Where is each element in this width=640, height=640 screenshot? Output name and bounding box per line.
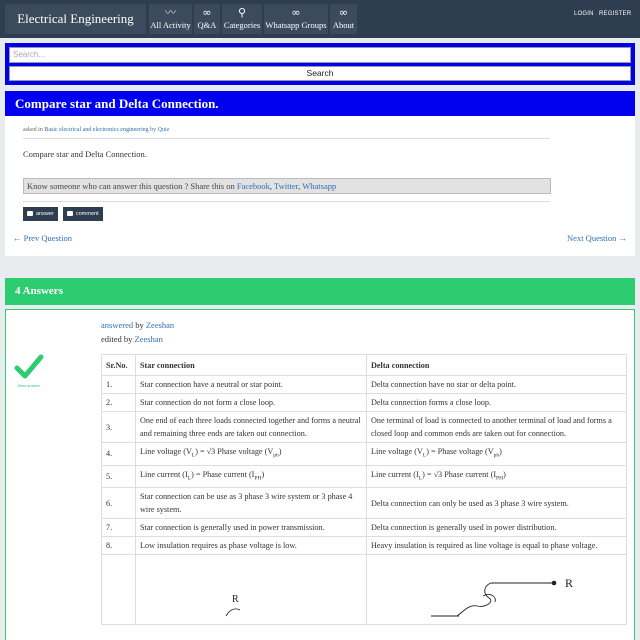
answers-header: 4 Answers xyxy=(5,278,635,305)
activity-icon: 〰 xyxy=(165,6,176,19)
share-box: Know someone who can answer this question ? Share this on Facebook, Twitter, Whatsapp xyxy=(23,178,551,194)
next-question-link[interactable]: Next Question → xyxy=(567,233,627,243)
register-link[interactable]: REGISTER xyxy=(599,11,632,17)
star-diagram-cell xyxy=(136,555,367,625)
table-row: 2. Star connection do not form a close loop. Delta connection forms a close loop. xyxy=(102,394,627,412)
question-title: Compare star and Delta Connection. xyxy=(5,91,635,116)
nav-qa[interactable]: ∞ Q&A xyxy=(194,4,220,34)
answerer-link[interactable]: Zeeshan xyxy=(145,320,175,330)
table-header-row xyxy=(102,355,627,376)
delta-diagram-label: R xyxy=(565,575,574,590)
nav-all-activity[interactable]: 〰 All Activity xyxy=(149,4,192,34)
answer-meta: answered by Zeeshan xyxy=(101,320,175,330)
question-panel xyxy=(5,116,635,256)
prev-question-link[interactable]: ← Prev Question xyxy=(13,233,73,243)
diagram-row xyxy=(102,555,627,625)
best-answer-label: Best answer xyxy=(18,383,41,388)
search-panel xyxy=(5,43,635,85)
table-row: 6. Star connection can be use as 3 phase 3 wire system or 3 phase 4 wire system. Delta connection can only be used as 3 phase 3 wire system. xyxy=(102,488,627,519)
table-row: 5. Line current $(I_L)$ = Phase current $(I_{PH})$ Line current $(I_L) = √3$ Phase current $(I_{PH})$ xyxy=(102,465,627,488)
formula-cell: Line voltage $(V_L)$ = Phase voltage $(V_{ph})$ xyxy=(367,443,627,466)
comparison-table xyxy=(101,354,627,625)
infinity-icon: ∞ xyxy=(291,6,301,19)
author-link[interactable]: Quiz xyxy=(157,127,170,133)
divider xyxy=(23,201,550,202)
edit-meta: edited by Zeeshan xyxy=(101,334,163,344)
delta-diagram-cell xyxy=(367,555,627,625)
formula-cell: Line voltage $(V_L) = √3$ Phase voltage $(V_{ph})$ xyxy=(136,443,367,466)
answered-link[interactable]: answered xyxy=(101,320,134,330)
comment-bubble-icon xyxy=(27,211,33,216)
answer-panel xyxy=(5,309,635,640)
table-row: 4. Line voltage $(V_L) = √3$ Phase voltage $(V_{ph})$ Line voltage $(V_L)$ = Phase voltage $(V_{ph})$ xyxy=(102,443,627,466)
infinity-icon: ∞ xyxy=(202,6,212,19)
nav-about[interactable]: ∞ About xyxy=(330,4,357,34)
col-header-srno: Sr.No. xyxy=(102,355,136,376)
search-input[interactable]: Search... xyxy=(9,47,631,63)
question-meta: asked in Basic electrical and electronics engineering by Quiz xyxy=(23,127,170,133)
table-row: 7. Star connection is generally used in power transmission. Delta connection is generally used in power distribution. xyxy=(102,519,627,537)
best-answer-check-icon xyxy=(14,352,44,382)
table-row: 3. One end of each three loads connected together and forms a neutral and remaining three ends are taken out connection. One terminal of load is connected to another terminal of load and forms a closed loop and common ends are taken out for connection. xyxy=(102,412,627,443)
nav-categories[interactable]: ⚲ Categories xyxy=(222,4,262,34)
col-header-star: Star connection xyxy=(136,355,367,376)
search-button[interactable]: Search xyxy=(9,66,631,81)
comment-bubble-icon xyxy=(67,211,73,216)
formula-cell: Line current $(I_L)$ = Phase current $(I_{PH})$ xyxy=(136,465,367,488)
infinity-icon: ∞ xyxy=(338,6,349,19)
question-text: Compare star and Delta Connection. xyxy=(23,149,147,159)
categories-icon: ⚲ xyxy=(237,6,247,19)
share-facebook-link[interactable]: Facebook xyxy=(236,181,270,191)
answer-button[interactable]: answer xyxy=(23,207,58,221)
star-connection-diagram xyxy=(140,558,360,618)
table-row: 8. Low insulation requires as phase voltage is low. Heavy insulation is required as line voltage is equal to phase voltage. xyxy=(102,537,627,555)
site-brand-link[interactable]: Electrical Engineering xyxy=(5,4,146,34)
star-diagram-label: R xyxy=(232,593,239,605)
top-navbar xyxy=(0,0,640,38)
nav-whatsapp-groups[interactable]: ∞ Whatsapp Groups xyxy=(264,4,328,34)
delta-connection-diagram xyxy=(371,558,621,618)
editor-link[interactable]: Zeeshan xyxy=(134,334,163,344)
table-row: 1. Star connection have a neutral or star point. Delta connection have no star or delta point. xyxy=(102,376,627,394)
comment-button[interactable]: comment xyxy=(63,207,103,221)
col-header-delta: Delta connection xyxy=(367,355,627,376)
divider xyxy=(23,138,550,139)
share-twitter-link[interactable]: Twitter xyxy=(274,181,299,191)
login-link[interactable]: LOGIN xyxy=(574,11,594,17)
share-whatsapp-link[interactable]: Whatsapp xyxy=(302,181,337,191)
category-link[interactable]: Basic electrical and electronics engineering xyxy=(44,127,149,133)
formula-cell: Line current $(I_L) = √3$ Phase current $(I_{PH})$ xyxy=(367,465,627,488)
